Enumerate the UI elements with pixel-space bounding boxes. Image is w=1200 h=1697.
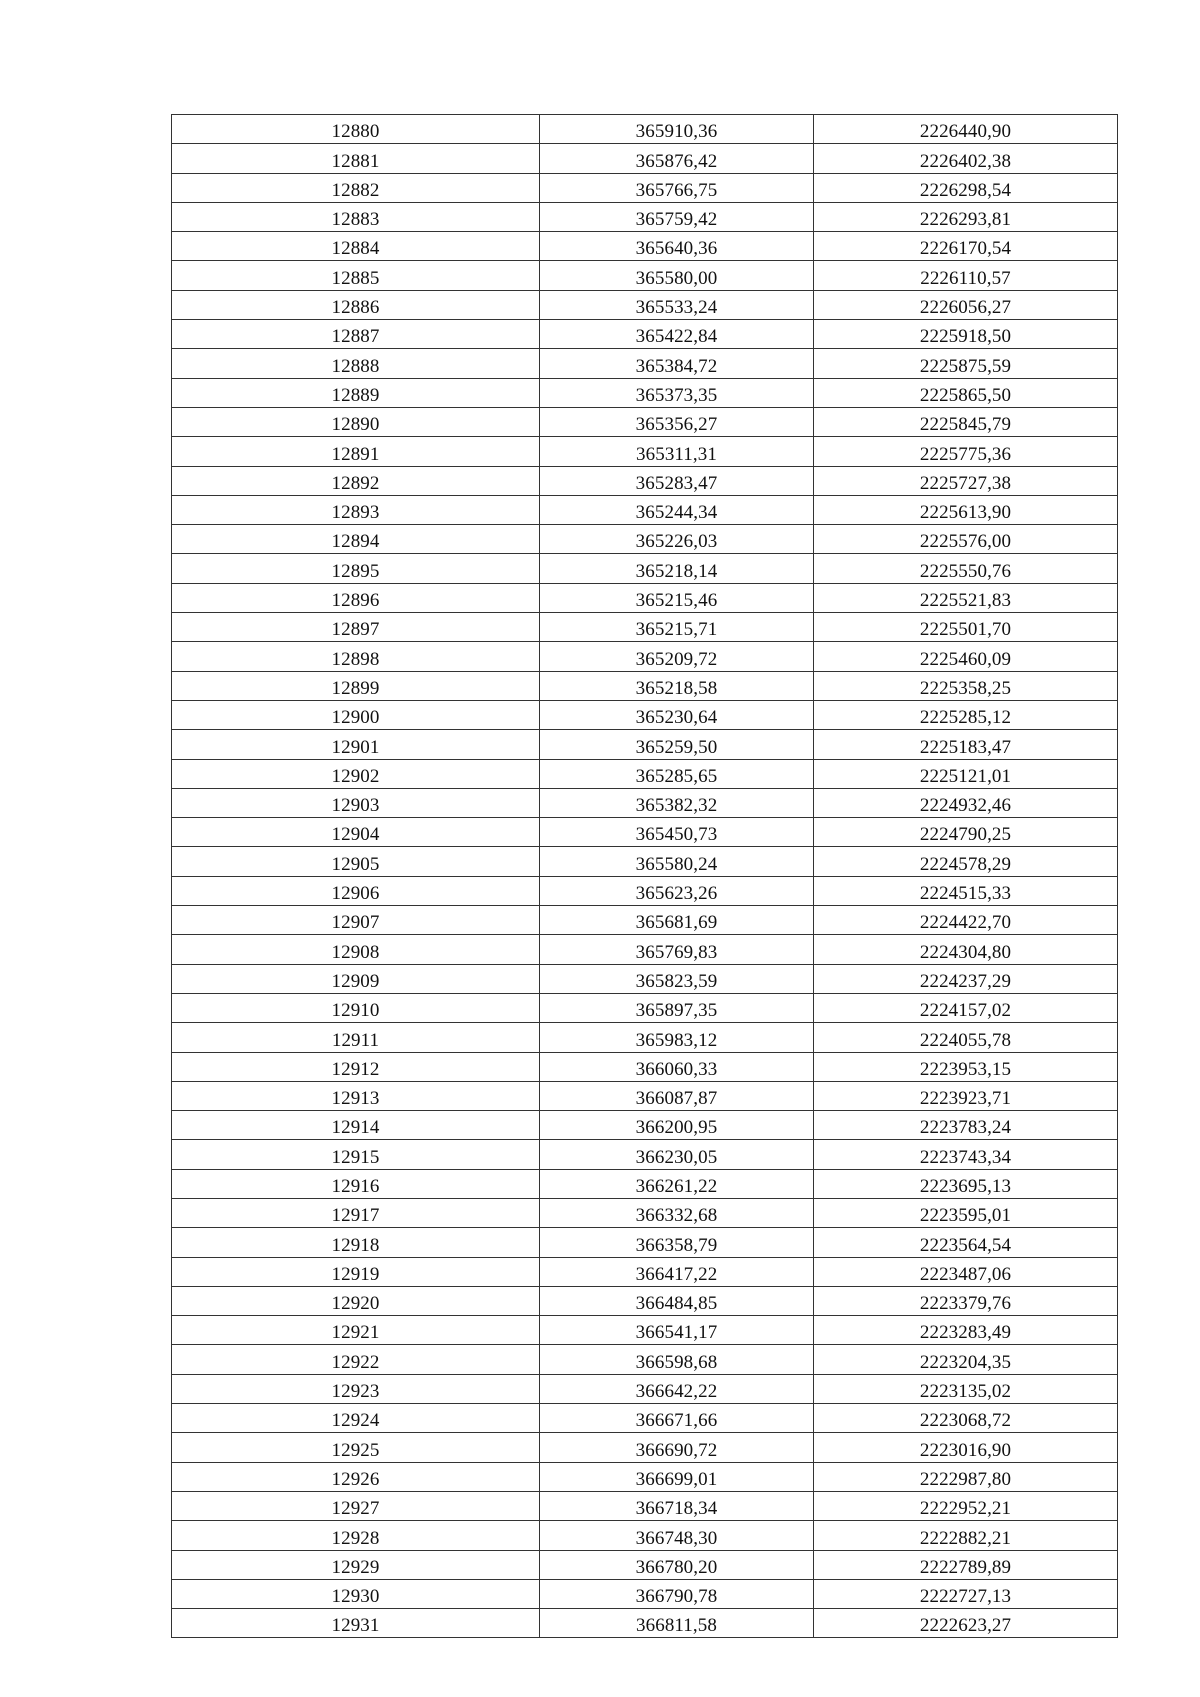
table-row (172, 1316, 1118, 1345)
table-row (172, 993, 1118, 1022)
table-row (172, 437, 1118, 466)
x-coordinate-cell: 366261,22 (540, 1169, 814, 1198)
table-row (172, 115, 1118, 144)
x-coordinate-cell: 365823,59 (540, 964, 814, 993)
x-coordinate-cell: 365766,75 (540, 173, 814, 202)
point-number-cell: 12889 (172, 378, 540, 407)
x-coordinate-cell: 365910,36 (540, 115, 814, 144)
point-number-cell: 12902 (172, 759, 540, 788)
table-row (172, 788, 1118, 817)
table-row (172, 1609, 1118, 1638)
x-coordinate-cell: 365283,47 (540, 466, 814, 495)
table-row (172, 876, 1118, 905)
x-coordinate-cell: 365285,65 (540, 759, 814, 788)
y-coordinate-cell: 2224237,29 (814, 964, 1118, 993)
table-row (172, 202, 1118, 231)
x-coordinate-cell: 366671,66 (540, 1404, 814, 1433)
y-coordinate-cell: 2226298,54 (814, 173, 1118, 202)
x-coordinate-cell: 365218,14 (540, 554, 814, 583)
point-number-cell: 12900 (172, 700, 540, 729)
y-coordinate-cell: 2222727,13 (814, 1579, 1118, 1608)
y-coordinate-cell: 2225121,01 (814, 759, 1118, 788)
y-coordinate-cell: 2224515,33 (814, 876, 1118, 905)
y-coordinate-cell: 2225358,25 (814, 671, 1118, 700)
table-row (172, 1169, 1118, 1198)
y-coordinate-cell: 2226402,38 (814, 144, 1118, 173)
table-row (172, 466, 1118, 495)
table-row (172, 1550, 1118, 1579)
point-number-cell: 12899 (172, 671, 540, 700)
table-row (172, 1374, 1118, 1403)
y-coordinate-cell: 2224422,70 (814, 906, 1118, 935)
table-row (172, 1404, 1118, 1433)
point-number-cell: 12905 (172, 847, 540, 876)
x-coordinate-cell: 365218,58 (540, 671, 814, 700)
y-coordinate-cell: 2222987,80 (814, 1462, 1118, 1491)
y-coordinate-cell: 2226170,54 (814, 232, 1118, 261)
table-row (172, 818, 1118, 847)
x-coordinate-cell: 365311,31 (540, 437, 814, 466)
table-row (172, 1433, 1118, 1462)
table-row (172, 759, 1118, 788)
y-coordinate-cell: 2225613,90 (814, 495, 1118, 524)
x-coordinate-cell: 366087,87 (540, 1081, 814, 1110)
table-row (172, 583, 1118, 612)
x-coordinate-cell: 365876,42 (540, 144, 814, 173)
point-number-cell: 12925 (172, 1433, 540, 1462)
table-row (172, 554, 1118, 583)
table-row (172, 642, 1118, 671)
y-coordinate-cell: 2225775,36 (814, 437, 1118, 466)
y-coordinate-cell: 2225918,50 (814, 320, 1118, 349)
table-row (172, 261, 1118, 290)
coordinates-table (171, 114, 1118, 1638)
point-number-cell: 12883 (172, 202, 540, 231)
x-coordinate-cell: 366230,05 (540, 1140, 814, 1169)
x-coordinate-cell: 365897,35 (540, 993, 814, 1022)
y-coordinate-cell: 2224790,25 (814, 818, 1118, 847)
point-number-cell: 12916 (172, 1169, 540, 1198)
x-coordinate-cell: 366332,68 (540, 1198, 814, 1227)
table-row (172, 144, 1118, 173)
point-number-cell: 12909 (172, 964, 540, 993)
x-coordinate-cell: 365244,34 (540, 495, 814, 524)
x-coordinate-cell: 366790,78 (540, 1579, 814, 1608)
point-number-cell: 12927 (172, 1491, 540, 1520)
y-coordinate-cell: 2224932,46 (814, 788, 1118, 817)
x-coordinate-cell: 365623,26 (540, 876, 814, 905)
point-number-cell: 12892 (172, 466, 540, 495)
point-number-cell: 12919 (172, 1257, 540, 1286)
point-number-cell: 12930 (172, 1579, 540, 1608)
x-coordinate-cell: 366417,22 (540, 1257, 814, 1286)
y-coordinate-cell: 2225865,50 (814, 378, 1118, 407)
table-row (172, 1257, 1118, 1286)
x-coordinate-cell: 365226,03 (540, 525, 814, 554)
point-number-cell: 12926 (172, 1462, 540, 1491)
point-number-cell: 12897 (172, 613, 540, 642)
y-coordinate-cell: 2224578,29 (814, 847, 1118, 876)
x-coordinate-cell: 365640,36 (540, 232, 814, 261)
y-coordinate-cell: 2225576,00 (814, 525, 1118, 554)
y-coordinate-cell: 2224157,02 (814, 993, 1118, 1022)
point-number-cell: 12893 (172, 495, 540, 524)
table-row (172, 1521, 1118, 1550)
point-number-cell: 12884 (172, 232, 540, 261)
point-number-cell: 12888 (172, 349, 540, 378)
point-number-cell: 12906 (172, 876, 540, 905)
table-row (172, 320, 1118, 349)
table-row (172, 964, 1118, 993)
table-row (172, 1198, 1118, 1227)
x-coordinate-cell: 365759,42 (540, 202, 814, 231)
y-coordinate-cell: 2223135,02 (814, 1374, 1118, 1403)
x-coordinate-cell: 366780,20 (540, 1550, 814, 1579)
y-coordinate-cell: 2225845,79 (814, 407, 1118, 436)
y-coordinate-cell: 2225183,47 (814, 730, 1118, 759)
x-coordinate-cell: 365384,72 (540, 349, 814, 378)
x-coordinate-cell: 365533,24 (540, 290, 814, 319)
y-coordinate-cell: 2224304,80 (814, 935, 1118, 964)
x-coordinate-cell: 365215,71 (540, 613, 814, 642)
x-coordinate-cell: 366200,95 (540, 1111, 814, 1140)
point-number-cell: 12903 (172, 788, 540, 817)
x-coordinate-cell: 365983,12 (540, 1023, 814, 1052)
point-number-cell: 12898 (172, 642, 540, 671)
y-coordinate-cell: 2223695,13 (814, 1169, 1118, 1198)
y-coordinate-cell: 2223953,15 (814, 1052, 1118, 1081)
table-row (172, 232, 1118, 261)
point-number-cell: 12917 (172, 1198, 540, 1227)
x-coordinate-cell: 365681,69 (540, 906, 814, 935)
point-number-cell: 12918 (172, 1228, 540, 1257)
y-coordinate-cell: 2223379,76 (814, 1286, 1118, 1315)
x-coordinate-cell: 366690,72 (540, 1433, 814, 1462)
point-number-cell: 12894 (172, 525, 540, 554)
point-number-cell: 12907 (172, 906, 540, 935)
point-number-cell: 12880 (172, 115, 540, 144)
point-number-cell: 12914 (172, 1111, 540, 1140)
point-number-cell: 12931 (172, 1609, 540, 1638)
table-row (172, 1140, 1118, 1169)
x-coordinate-cell: 365382,32 (540, 788, 814, 817)
table-row (172, 847, 1118, 876)
x-coordinate-cell: 366060,33 (540, 1052, 814, 1081)
point-number-cell: 12908 (172, 935, 540, 964)
table-row (172, 613, 1118, 642)
table-row (172, 407, 1118, 436)
y-coordinate-cell: 2223564,54 (814, 1228, 1118, 1257)
point-number-cell: 12901 (172, 730, 540, 759)
point-number-cell: 12887 (172, 320, 540, 349)
x-coordinate-cell: 365769,83 (540, 935, 814, 964)
x-coordinate-cell: 365422,84 (540, 320, 814, 349)
table-row (172, 1023, 1118, 1052)
x-coordinate-cell: 366642,22 (540, 1374, 814, 1403)
point-number-cell: 12911 (172, 1023, 540, 1052)
point-number-cell: 12882 (172, 173, 540, 202)
point-number-cell: 12891 (172, 437, 540, 466)
point-number-cell: 12895 (172, 554, 540, 583)
table-row (172, 906, 1118, 935)
table-row (172, 1052, 1118, 1081)
y-coordinate-cell: 2223743,34 (814, 1140, 1118, 1169)
x-coordinate-cell: 366811,58 (540, 1609, 814, 1638)
y-coordinate-cell: 2225875,59 (814, 349, 1118, 378)
point-number-cell: 12890 (172, 407, 540, 436)
x-coordinate-cell: 365580,00 (540, 261, 814, 290)
x-coordinate-cell: 366699,01 (540, 1462, 814, 1491)
table-row (172, 1111, 1118, 1140)
table-row (172, 730, 1118, 759)
x-coordinate-cell: 365580,24 (540, 847, 814, 876)
point-number-cell: 12920 (172, 1286, 540, 1315)
point-number-cell: 12896 (172, 583, 540, 612)
x-coordinate-cell: 365373,35 (540, 378, 814, 407)
table-row (172, 1345, 1118, 1374)
x-coordinate-cell: 366358,79 (540, 1228, 814, 1257)
x-coordinate-cell: 365215,46 (540, 583, 814, 612)
y-coordinate-cell: 2225550,76 (814, 554, 1118, 583)
coordinates-table-body (172, 115, 1118, 1638)
y-coordinate-cell: 2226440,90 (814, 115, 1118, 144)
y-coordinate-cell: 2223783,24 (814, 1111, 1118, 1140)
table-row (172, 349, 1118, 378)
table-row (172, 525, 1118, 554)
point-number-cell: 12928 (172, 1521, 540, 1550)
table-row (172, 1491, 1118, 1520)
table-row (172, 671, 1118, 700)
x-coordinate-cell: 365356,27 (540, 407, 814, 436)
x-coordinate-cell: 366748,30 (540, 1521, 814, 1550)
table-row (172, 495, 1118, 524)
point-number-cell: 12921 (172, 1316, 540, 1345)
x-coordinate-cell: 365259,50 (540, 730, 814, 759)
y-coordinate-cell: 2225501,70 (814, 613, 1118, 642)
point-number-cell: 12915 (172, 1140, 540, 1169)
point-number-cell: 12929 (172, 1550, 540, 1579)
y-coordinate-cell: 2225285,12 (814, 700, 1118, 729)
y-coordinate-cell: 2223016,90 (814, 1433, 1118, 1462)
y-coordinate-cell: 2222952,21 (814, 1491, 1118, 1520)
table-row (172, 1286, 1118, 1315)
y-coordinate-cell: 2223923,71 (814, 1081, 1118, 1110)
point-number-cell: 12923 (172, 1374, 540, 1403)
point-number-cell: 12904 (172, 818, 540, 847)
y-coordinate-cell: 2223204,35 (814, 1345, 1118, 1374)
table-row (172, 1462, 1118, 1491)
table-row (172, 1081, 1118, 1110)
y-coordinate-cell: 2223068,72 (814, 1404, 1118, 1433)
y-coordinate-cell: 2225727,38 (814, 466, 1118, 495)
point-number-cell: 12922 (172, 1345, 540, 1374)
table-row (172, 290, 1118, 319)
x-coordinate-cell: 366541,17 (540, 1316, 814, 1345)
y-coordinate-cell: 2223283,49 (814, 1316, 1118, 1345)
point-number-cell: 12881 (172, 144, 540, 173)
y-coordinate-cell: 2223595,01 (814, 1198, 1118, 1227)
table-row (172, 1228, 1118, 1257)
y-coordinate-cell: 2222882,21 (814, 1521, 1118, 1550)
x-coordinate-cell: 365209,72 (540, 642, 814, 671)
x-coordinate-cell: 365450,73 (540, 818, 814, 847)
point-number-cell: 12885 (172, 261, 540, 290)
x-coordinate-cell: 366484,85 (540, 1286, 814, 1315)
table-row (172, 173, 1118, 202)
y-coordinate-cell: 2225521,83 (814, 583, 1118, 612)
y-coordinate-cell: 2224055,78 (814, 1023, 1118, 1052)
y-coordinate-cell: 2226056,27 (814, 290, 1118, 319)
y-coordinate-cell: 2225460,09 (814, 642, 1118, 671)
y-coordinate-cell: 2223487,06 (814, 1257, 1118, 1286)
y-coordinate-cell: 2222623,27 (814, 1609, 1118, 1638)
point-number-cell: 12886 (172, 290, 540, 319)
point-number-cell: 12910 (172, 993, 540, 1022)
x-coordinate-cell: 366598,68 (540, 1345, 814, 1374)
point-number-cell: 12924 (172, 1404, 540, 1433)
x-coordinate-cell: 365230,64 (540, 700, 814, 729)
table-row (172, 935, 1118, 964)
y-coordinate-cell: 2226293,81 (814, 202, 1118, 231)
point-number-cell: 12912 (172, 1052, 540, 1081)
y-coordinate-cell: 2222789,89 (814, 1550, 1118, 1579)
x-coordinate-cell: 366718,34 (540, 1491, 814, 1520)
table-row (172, 1579, 1118, 1608)
y-coordinate-cell: 2226110,57 (814, 261, 1118, 290)
table-row (172, 700, 1118, 729)
table-row (172, 378, 1118, 407)
point-number-cell: 12913 (172, 1081, 540, 1110)
